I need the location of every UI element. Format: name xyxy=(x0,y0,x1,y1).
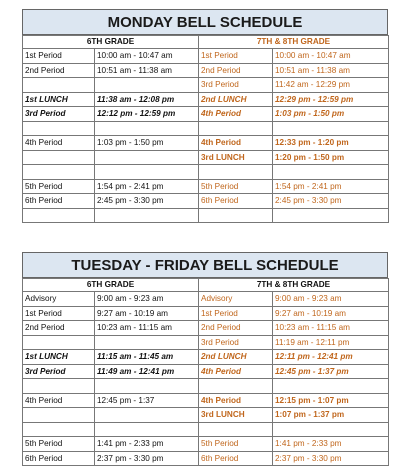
sixth-period-time: 10:23 am - 11:15 am xyxy=(95,321,199,336)
schedule-row xyxy=(23,350,389,365)
sixth-period-time xyxy=(95,335,199,350)
sixth-period-label xyxy=(23,165,95,180)
upper-period-label xyxy=(199,121,273,136)
sixth-period-label xyxy=(23,121,95,136)
sixth-period-time: 1:54 pm - 2:41 pm xyxy=(95,179,199,194)
schedule-row xyxy=(23,393,389,408)
schedule-row xyxy=(23,379,389,394)
sixth-period-label: 2nd Period xyxy=(23,63,95,78)
sixth-period-time: 10:00 am - 10:47 am xyxy=(95,49,199,64)
tuesday-friday-table xyxy=(22,278,389,466)
schedule-row xyxy=(23,150,389,165)
schedule-row xyxy=(23,121,389,136)
sixth-period-label: 1st LUNCH xyxy=(23,350,95,365)
sixth-period-time: 1:41 pm - 2:33 pm xyxy=(95,437,199,452)
upper-period-label: 2nd Period xyxy=(199,321,273,336)
sixth-period-label xyxy=(23,78,95,93)
schedule-row xyxy=(23,321,389,336)
sixth-period-label xyxy=(23,408,95,423)
sixth-period-time xyxy=(95,408,199,423)
sixth-period-label: 1st Period xyxy=(23,49,95,64)
upper-period-time xyxy=(273,422,389,437)
sixth-period-label: 1st Period xyxy=(23,306,95,321)
sixth-period-time: 9:27 am - 10:19 am xyxy=(95,306,199,321)
upper-period-label: Advisory xyxy=(199,292,273,307)
sixth-period-label: Advisory xyxy=(23,292,95,307)
upper-period-label: 2nd Period xyxy=(199,63,273,78)
sixth-period-label: 5th Period xyxy=(23,179,95,194)
upper-period-time: 11:19 am - 12:11 pm xyxy=(273,335,389,350)
schedule-row xyxy=(23,179,389,194)
sixth-period-time: 1:03 pm - 1:50 pm xyxy=(95,136,199,151)
seventh-eighth-grade-header: 7TH & 8TH GRADE xyxy=(199,36,389,49)
sixth-period-time: 2:45 pm - 3:30 pm xyxy=(95,194,199,209)
schedule-row xyxy=(23,292,389,307)
upper-period-time: 9:00 am - 9:23 am xyxy=(273,292,389,307)
sixth-period-label: 6th Period xyxy=(23,194,95,209)
sixth-period-time xyxy=(95,379,199,394)
upper-period-label xyxy=(199,379,273,394)
tuesday-grade-header-row xyxy=(23,279,389,292)
sixth-period-label: 6th Period xyxy=(23,451,95,466)
sixth-period-label xyxy=(23,150,95,165)
upper-period-time: 12:45 pm - 1:37 pm xyxy=(273,364,389,379)
upper-period-time xyxy=(273,379,389,394)
upper-period-time: 10:23 am - 11:15 am xyxy=(273,321,389,336)
sixth-period-label xyxy=(23,379,95,394)
upper-period-label: 5th Period xyxy=(199,437,273,452)
upper-period-label: 5th Period xyxy=(199,179,273,194)
upper-period-time: 1:07 pm - 1:37 pm xyxy=(273,408,389,423)
upper-period-label: 4th Period xyxy=(199,364,273,379)
upper-period-time: 10:00 am - 10:47 am xyxy=(273,49,389,64)
upper-period-time: 9:27 am - 10:19 am xyxy=(273,306,389,321)
sixth-period-time xyxy=(95,422,199,437)
schedule-row xyxy=(23,136,389,151)
sixth-period-time xyxy=(95,165,199,180)
upper-period-time: 11:42 am - 12:29 pm xyxy=(273,78,389,93)
upper-period-time: 1:20 pm - 1:50 pm xyxy=(273,150,389,165)
sixth-period-label: 2nd Period xyxy=(23,321,95,336)
upper-period-label: 6th Period xyxy=(199,194,273,209)
sixth-grade-header: 6TH GRADE xyxy=(23,279,199,292)
sixth-period-label: 5th Period xyxy=(23,437,95,452)
sixth-period-time: 10:51 am - 11:38 am xyxy=(95,63,199,78)
schedule-row xyxy=(23,306,389,321)
schedule-row xyxy=(23,364,389,379)
sixth-period-time: 9:00 am - 9:23 am xyxy=(95,292,199,307)
upper-period-time: 12:33 pm - 1:20 pm xyxy=(273,136,389,151)
upper-period-time: 1:41 pm - 2:33 pm xyxy=(273,437,389,452)
upper-period-label: 6th Period xyxy=(199,451,273,466)
sixth-period-time: 11:49 am - 12:41 pm xyxy=(95,364,199,379)
sixth-grade-header: 6TH GRADE xyxy=(23,36,199,49)
sixth-period-time xyxy=(95,121,199,136)
schedule-row xyxy=(23,451,389,466)
upper-period-label: 4th Period xyxy=(199,136,273,151)
schedule-row xyxy=(23,165,389,180)
upper-period-label: 3rd LUNCH xyxy=(199,150,273,165)
upper-period-label: 4th Period xyxy=(199,393,273,408)
schedule-row xyxy=(23,194,389,209)
upper-period-time xyxy=(273,165,389,180)
schedule-row xyxy=(23,408,389,423)
schedule-row xyxy=(23,92,389,107)
upper-period-time: 2:37 pm - 3:30 pm xyxy=(273,451,389,466)
upper-period-label: 2nd LUNCH xyxy=(199,92,273,107)
sixth-period-label xyxy=(23,422,95,437)
upper-period-label: 3rd Period xyxy=(199,78,273,93)
sixth-period-label: 3rd Period xyxy=(23,107,95,122)
upper-period-label xyxy=(199,422,273,437)
upper-period-label: 1st Period xyxy=(199,49,273,64)
upper-period-time: 2:45 pm - 3:30 pm xyxy=(273,194,389,209)
upper-period-label: 3rd LUNCH xyxy=(199,408,273,423)
upper-period-time: 12:29 pm - 12:59 pm xyxy=(273,92,389,107)
schedule-row xyxy=(23,63,389,78)
sixth-period-time: 11:38 am - 12:08 pm xyxy=(95,92,199,107)
sixth-period-label: 1st LUNCH xyxy=(23,92,95,107)
upper-period-label: 4th Period xyxy=(199,107,273,122)
sixth-period-time: 12:45 pm - 1:37 xyxy=(95,393,199,408)
monday-grade-header-row xyxy=(23,36,389,49)
upper-period-label: 2nd LUNCH xyxy=(199,350,273,365)
upper-period-time: 12:15 pm - 1:07 pm xyxy=(273,393,389,408)
schedule-row xyxy=(23,208,389,223)
sixth-period-time: 2:37 pm - 3:30 pm xyxy=(95,451,199,466)
sixth-period-label: 3rd Period xyxy=(23,364,95,379)
upper-period-time: 1:54 pm - 2:41 pm xyxy=(273,179,389,194)
sixth-period-time xyxy=(95,150,199,165)
sixth-period-label xyxy=(23,335,95,350)
sixth-period-time xyxy=(95,78,199,93)
schedule-row xyxy=(23,437,389,452)
upper-period-label: 1st Period xyxy=(199,306,273,321)
tuesday-friday-title: TUESDAY - FRIDAY BELL SCHEDULE xyxy=(22,252,388,278)
bell-schedule-document xyxy=(22,9,388,466)
upper-period-label xyxy=(199,208,273,223)
upper-period-time: 1:03 pm - 1:50 pm xyxy=(273,107,389,122)
sixth-period-time: 12:12 pm - 12:59 pm xyxy=(95,107,199,122)
schedule-row xyxy=(23,49,389,64)
upper-period-label xyxy=(199,165,273,180)
schedule-row xyxy=(23,335,389,350)
sixth-period-label xyxy=(23,208,95,223)
section-gap xyxy=(22,223,388,252)
seventh-eighth-grade-header: 7TH & 8TH GRADE xyxy=(199,279,389,292)
sixth-period-label: 4th Period xyxy=(23,393,95,408)
sixth-period-time: 11:15 am - 11:45 am xyxy=(95,350,199,365)
monday-title: MONDAY BELL SCHEDULE xyxy=(22,9,388,35)
schedule-row xyxy=(23,107,389,122)
sixth-period-label: 4th Period xyxy=(23,136,95,151)
upper-period-time xyxy=(273,121,389,136)
monday-table xyxy=(22,35,389,223)
upper-period-time xyxy=(273,208,389,223)
schedule-row xyxy=(23,78,389,93)
upper-period-time: 10:51 am - 11:38 am xyxy=(273,63,389,78)
schedule-row xyxy=(23,422,389,437)
upper-period-label: 3rd Period xyxy=(199,335,273,350)
sixth-period-time xyxy=(95,208,199,223)
upper-period-time: 12:11 pm - 12:41 pm xyxy=(273,350,389,365)
